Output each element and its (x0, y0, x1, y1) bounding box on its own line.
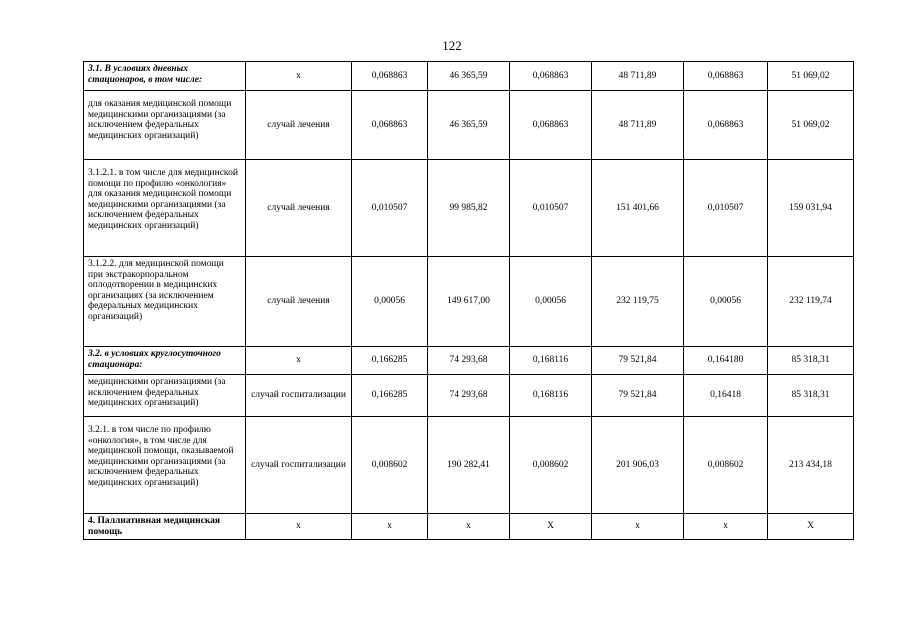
value-cell: 201 906,03 (592, 417, 684, 514)
value-cell: 0,068863 (510, 62, 592, 91)
row-label: 3.2. в условиях круглосуточного стационара: (84, 347, 246, 375)
table-row (84, 160, 854, 257)
value-cell: 0,008602 (510, 417, 592, 514)
value-cell: 85 318,31 (768, 375, 854, 417)
row-label: 3.1.2.1. в том числе для медицинской помощи по профилю «онкология» для оказания медицинской помощи медицинскими организациями (за исключением федеральных медицинских организаций) (84, 160, 246, 257)
value-cell: 0,166285 (352, 375, 428, 417)
value-cell: 0,068863 (684, 62, 768, 91)
table-row (84, 91, 854, 160)
value-cell: 0,010507 (684, 160, 768, 257)
table-row (84, 514, 854, 540)
row-label: медицинскими организациями (за исключением федеральных медицинских организаций) (84, 375, 246, 417)
row-label: 3.1.2.2. для медицинской помощи при экстракорпоральном оплодотворении в медицинских организациях (за исключением федеральных медицинских организаций) (84, 257, 246, 347)
value-cell: 51 069,02 (768, 62, 854, 91)
value-cell: 0,068863 (510, 91, 592, 160)
value-cell: Х (510, 514, 592, 540)
value-cell: 0,00056 (352, 257, 428, 347)
table-row (84, 347, 854, 375)
unit-cell: случай лечения (246, 257, 352, 347)
value-cell: х (352, 514, 428, 540)
unit-cell: случай лечения (246, 160, 352, 257)
value-cell: 74 293,68 (428, 347, 510, 375)
value-cell: 46 365,59 (428, 91, 510, 160)
value-cell: 48 711,89 (592, 62, 684, 91)
value-cell: 0,068863 (684, 91, 768, 160)
unit-cell: случай госпитализации (246, 375, 352, 417)
unit-cell: х (246, 514, 352, 540)
value-cell: 190 282,41 (428, 417, 510, 514)
value-cell: 232 119,75 (592, 257, 684, 347)
value-cell: 0,068863 (352, 62, 428, 91)
value-cell: х (684, 514, 768, 540)
table-row (84, 375, 854, 417)
value-cell: 0,00056 (684, 257, 768, 347)
row-label: для оказания медицинской помощи медицинскими организациями (за исключением федеральных медицинских организаций) (84, 91, 246, 160)
value-cell: 149 617,00 (428, 257, 510, 347)
value-cell: 48 711,89 (592, 91, 684, 160)
value-cell: х (428, 514, 510, 540)
value-cell: 0,008602 (684, 417, 768, 514)
row-label: 3.2.1. в том числе по профилю «онкология», в том числе для медицинской помощи, оказываемой медицинскими организациями (за исключением федеральных медицинских организаций) (84, 417, 246, 514)
table-row (84, 417, 854, 514)
unit-cell: х (246, 347, 352, 375)
value-cell: 0,16418 (684, 375, 768, 417)
value-cell: 85 318,31 (768, 347, 854, 375)
value-cell: 0,010507 (352, 160, 428, 257)
value-cell: 0,068863 (352, 91, 428, 160)
value-cell: 0,168116 (510, 347, 592, 375)
page-number: 122 (442, 38, 462, 53)
value-cell: 232 119,74 (768, 257, 854, 347)
value-cell: 0,00056 (510, 257, 592, 347)
value-cell: 159 031,94 (768, 160, 854, 257)
unit-cell: случай лечения (246, 91, 352, 160)
value-cell: 151 401,66 (592, 160, 684, 257)
table-row (84, 257, 854, 347)
value-cell: 213 434,18 (768, 417, 854, 514)
value-cell: Х (768, 514, 854, 540)
row-label: 4. Паллиативная медицинская помощь (84, 514, 246, 540)
value-cell: х (592, 514, 684, 540)
value-cell: 0,164180 (684, 347, 768, 375)
row-label: 3.1. В условиях дневных стационаров, в том числе: (84, 62, 246, 91)
value-cell: 0,166285 (352, 347, 428, 375)
value-cell: 99 985,82 (428, 160, 510, 257)
value-cell: 0,168116 (510, 375, 592, 417)
value-cell: 51 069,02 (768, 91, 854, 160)
value-cell: 79 521,84 (592, 375, 684, 417)
value-cell: 46 365,59 (428, 62, 510, 91)
value-cell: 74 293,68 (428, 375, 510, 417)
table-row (84, 62, 854, 91)
unit-cell: х (246, 62, 352, 91)
value-cell: 0,010507 (510, 160, 592, 257)
data-table (83, 61, 854, 540)
unit-cell: случай госпитализации (246, 417, 352, 514)
value-cell: 79 521,84 (592, 347, 684, 375)
value-cell: 0,008602 (352, 417, 428, 514)
